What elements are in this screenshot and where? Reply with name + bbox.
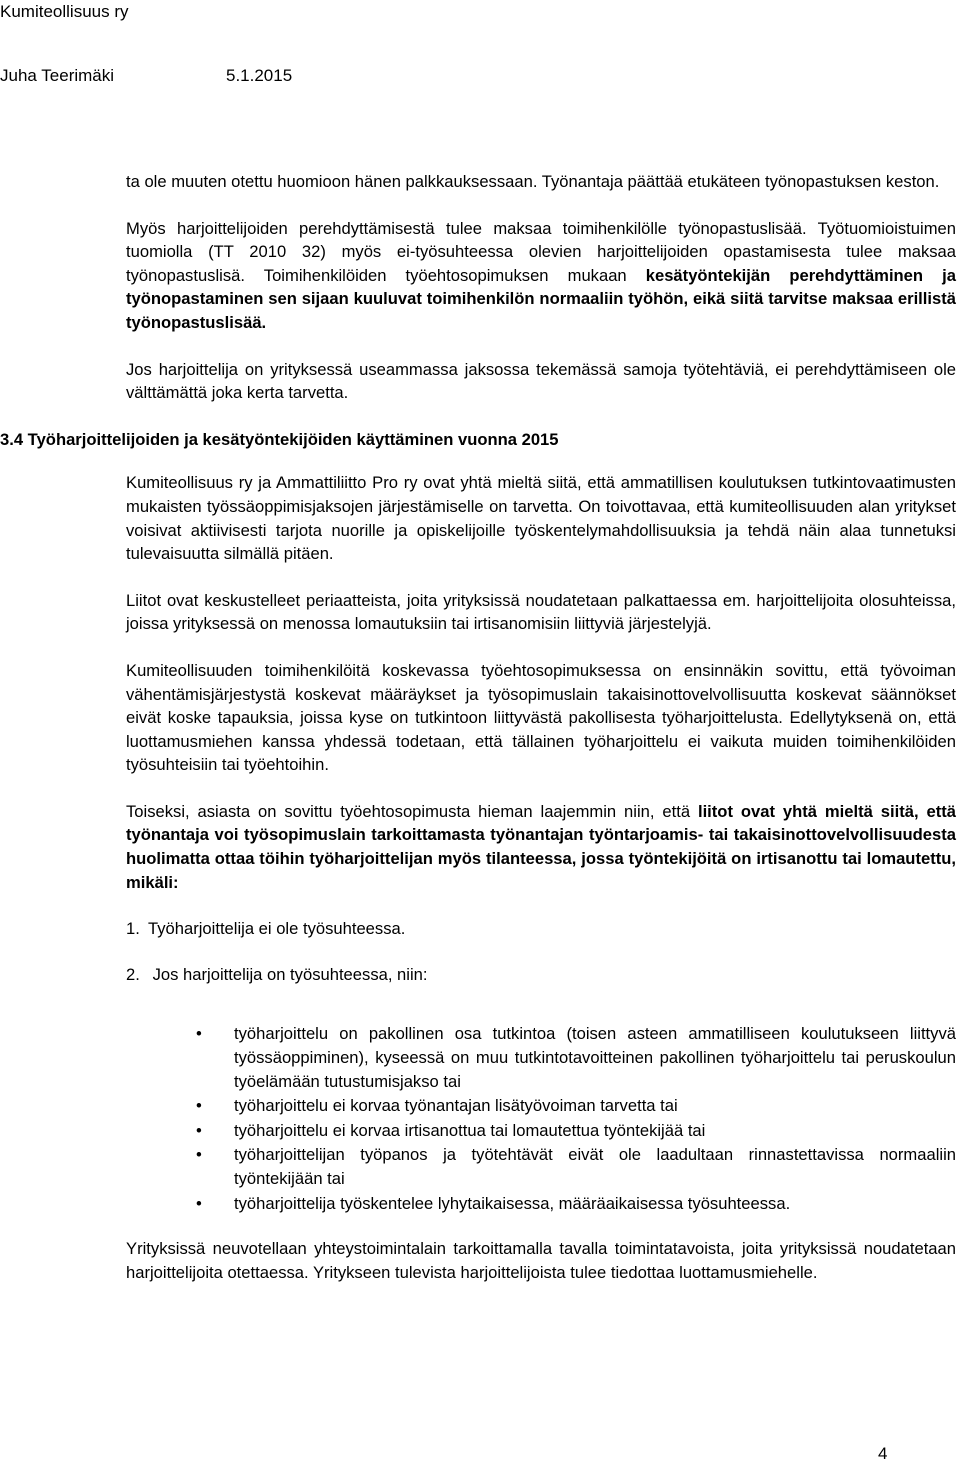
item-number: 1. [126,919,140,939]
paragraph-2-bold: kesätyöntekijän perehdyttäminen ja työnopastaminen sen sijaan kuuluvat toimihenkilön normaaliin työhön, eikä siitä tarvitse maksaa erillistä työnopastuslisää. [126,265,956,332]
header-organization: Kumiteollisuus ry [0,2,129,21]
bullet-item [196,1143,956,1190]
paragraph-8: Yrityksissä neuvotellaan yhteystoimintalain tarkoittamalla tavalla toimintatavoista, joita yrityksissä noudatetaan harjoittelijoita otettaessa. Yritykseen tulevista harjoittelijoista tulee tiedottaa luottamusmiehelle. [126,1239,956,1282]
paragraph-7-bold: liitot ovat yhtä mieltä siitä, että työnantaja voi työsopimuslain tarkoittamasta työnantajan työntarjoamis- tai takaisinottovelvollisuudesta huolimatta ottaa töihin työharjoittelijan myös tilanteessa, jossa työntekijöitä on irtisanottu tai lomautettu, mikäli: [126,801,956,892]
bullet-icon: • [196,1120,202,1140]
bullet-item [196,1094,956,1118]
bullet-icon: • [196,1096,202,1116]
bullet-text: työharjoittelu ei korvaa irtisanottua tai lomautettua työntekijää tai [234,1120,706,1140]
bullet-text: työharjoittelu on pakollinen osa tutkintoa (toisen asteen ammatilliseen koulutukseen liittyvä työssäoppiminen), kyseessä on muu tutkintotavoitteinen pakollinen työharjoittelu tai peruskoulun työelämään tutustumisjakso tai [234,1024,956,1091]
bullet-icon: • [196,1024,202,1044]
item-text: Jos harjoittelija on työsuhteessa, niin: [152,964,428,984]
paragraph-7-text: Toiseksi, asiasta on sovittu työehtosopimusta hieman laajemmin niin, että [126,801,698,821]
paragraph-2 [126,217,956,335]
item-text: Työharjoittelija ei ole työsuhteessa. [148,919,406,939]
item-number: 2. [126,964,140,984]
paragraph-2-text: Myös harjoittelijoiden perehdyttämisestä tulee maksaa toimihenkilölle työnopastuslisää. Työtuomioistuimen tuomiolla (TT 2010 32) myös ei-työsuhteessa olevien harjoittelijoiden opastamisesta tulee maksaa työnopastuslisä. Toimihenkilöiden työehtosopimuksen mukaan [126,218,956,285]
numbered-item [126,963,956,987]
page-number: 4 [878,1444,888,1463]
bullet-list [126,1022,956,1215]
paragraph-4: Kumiteollisuus ry ja Ammattiliitto Pro ry ovat yhtä mieltä siitä, että ammatillisen koulutuksen tutkintovaatimusten mukaisten työssäoppimisjaksojen järjestämiselle on tarvetta. On toivottavaa, että kumiteollisuuden alan yritykset voisivat aktiivisesti tarjota nuorille ja opiskelijoille työskentelymahdollisuuksia ja tehdä näin alaa tunnetuksi tulevaisuutta silmällä pitäen. [126,473,956,564]
bullet-item [196,1192,956,1216]
paragraph-7 [126,800,956,894]
document-body [0,170,956,1307]
paragraph-1: ta ole muuten otettu huomioon hänen palkkauksessaan. Työnantaja päättää etukäteen työnopastuksen keston. [126,172,940,191]
bullet-item [196,1022,956,1093]
header-date: 5.1.2015 [226,66,293,85]
paragraph-3: Jos harjoittelija on yrityksessä useammassa jaksossa tekemässä samoja työtehtäviä, ei perehdyttämiseen ole välttämättä joka kerta tarvetta. [126,359,956,403]
bullet-icon: • [196,1145,202,1165]
bullet-item [196,1119,956,1143]
bullet-icon: • [196,1193,202,1213]
numbered-list [126,917,956,986]
bullet-text: työharjoittelija työskentelee lyhytaikaisessa, määräaikaisessa työsuhteessa. [234,1193,791,1213]
paragraph-6: Kumiteollisuuden toimihenkilöitä koskevassa työehtosopimuksessa on ensinnäkin sovittu, että työvoiman vähentämisjärjestystä koskevat määräykset ja työsopimuslain takaisinottovelvollisuutta koskevat säännökset eivät koske tapauksia, joissa kyse on tutkintoon liittyvästä pakollisesta työharjoittelusta. Edellytyksenä on, että luottamusmiehen kanssa yhdessä todetaan, että tällainen työharjoittelu ei vaikuta muiden toimihenkilöiden työsuhteisiin tai työehtoihin. [126,660,956,775]
paragraph-5: Liitot ovat keskustelleet periaatteista, joita yrityksissä noudatetaan palkattaessa em. harjoittelijoita olosuhteissa, joissa yrityksessä on menossa lomautuksiin tai irtisanomisiin liittyviä järjestelyjä. [126,590,956,634]
numbered-item [126,917,956,941]
bullet-text: työharjoittelu ei korvaa työnantajan lisätyövoiman tarvetta tai [234,1096,678,1116]
header-author: Juha Teerimäki [0,66,115,85]
section-heading: 3.4 Työharjoittelijoiden ja kesätyöntekijöiden käyttäminen vuonna 2015 [0,429,559,449]
bullet-text: työharjoittelijan työpanos ja työtehtävät eivät ole laadultaan rinnastettavissa normaaliin työntekijään tai [234,1145,956,1188]
